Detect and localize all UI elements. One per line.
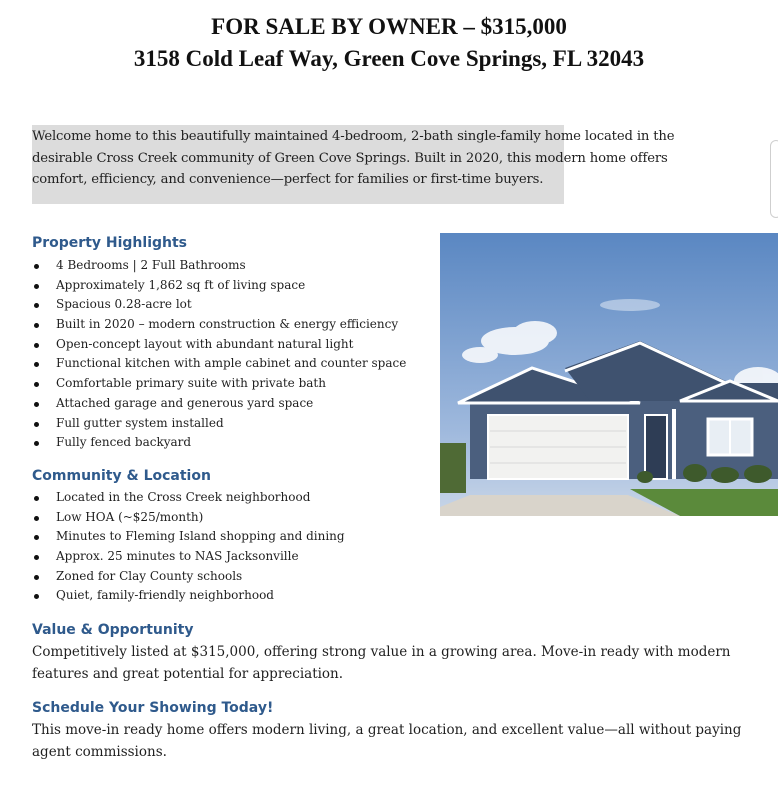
intro-line: desirable Cross Creek community of Green Cove Springs. Built in 2020, this modern home offers: [32, 150, 668, 166]
list-item: Attached garage and generous yard space: [32, 394, 406, 414]
list-item: Fully fenced backyard: [32, 433, 406, 453]
property-highlights-list: [32, 256, 406, 453]
side-scroll-tab: [770, 140, 778, 218]
intro-line: Welcome home to this beautifully maintained 4-bedroom, 2-bath single-family home located in the: [32, 129, 675, 144]
intro-paragraph: [32, 125, 675, 204]
value-opportunity-heading: Value & Opportunity: [32, 622, 194, 638]
front-door: [645, 415, 667, 479]
list-item: Functional kitchen with ample cabinet and counter space: [32, 354, 406, 374]
list-item: 4 Bedrooms | 2 Full Bathrooms: [32, 256, 406, 276]
showing-line: This move-in ready home offers modern living, a great location, and excellent value—all without paying: [32, 722, 742, 738]
value-line: Competitively listed at $315,000, offering strong value in a growing area. Move-in ready with modern: [32, 644, 731, 660]
showing-line: agent commissions.: [32, 744, 167, 760]
list-item: Full gutter system installed: [32, 414, 406, 434]
list-item: Open-concept layout with abundant natural light: [32, 335, 406, 355]
listing-address: 3158 Cold Leaf Way, Green Cove Springs, FL 32043: [133, 46, 645, 71]
house-photo: [440, 233, 778, 516]
intro-line: comfort, efficiency, and convenience—perfect for families or first-time buyers.: [32, 172, 544, 187]
list-item: Located in the Cross Creek neighborhood: [32, 488, 345, 508]
list-item: Spacious 0.28-acre lot: [32, 295, 406, 315]
community-location-list: [32, 488, 345, 606]
list-item: Comfortable primary suite with private bath: [32, 374, 406, 394]
list-item: Built in 2020 – modern construction & energy efficiency: [32, 315, 406, 335]
list-item: Minutes to Fleming Island shopping and dining: [32, 527, 345, 547]
porch-post: [672, 409, 676, 479]
list-item: Approx. 25 minutes to NAS Jacksonville: [32, 547, 345, 567]
showing-paragraph: [32, 719, 752, 763]
value-paragraph: [32, 641, 752, 685]
value-line: features and great potential for appreciation.: [32, 666, 344, 682]
list-item: Approximately 1,862 sq ft of living space: [32, 276, 406, 296]
listing-title: FOR SALE BY OWNER – $315,000: [211, 14, 567, 39]
list-item: Quiet, family-friendly neighborhood: [32, 586, 345, 606]
schedule-showing-heading: Schedule Your Showing Today!: [32, 700, 274, 716]
property-highlights-heading: Property Highlights: [32, 235, 188, 251]
list-item: Zoned for Clay County schools: [32, 567, 345, 587]
list-item: Low HOA (~$25/month): [32, 508, 345, 528]
community-location-heading: Community & Location: [32, 468, 211, 484]
bush-left: [440, 443, 466, 493]
